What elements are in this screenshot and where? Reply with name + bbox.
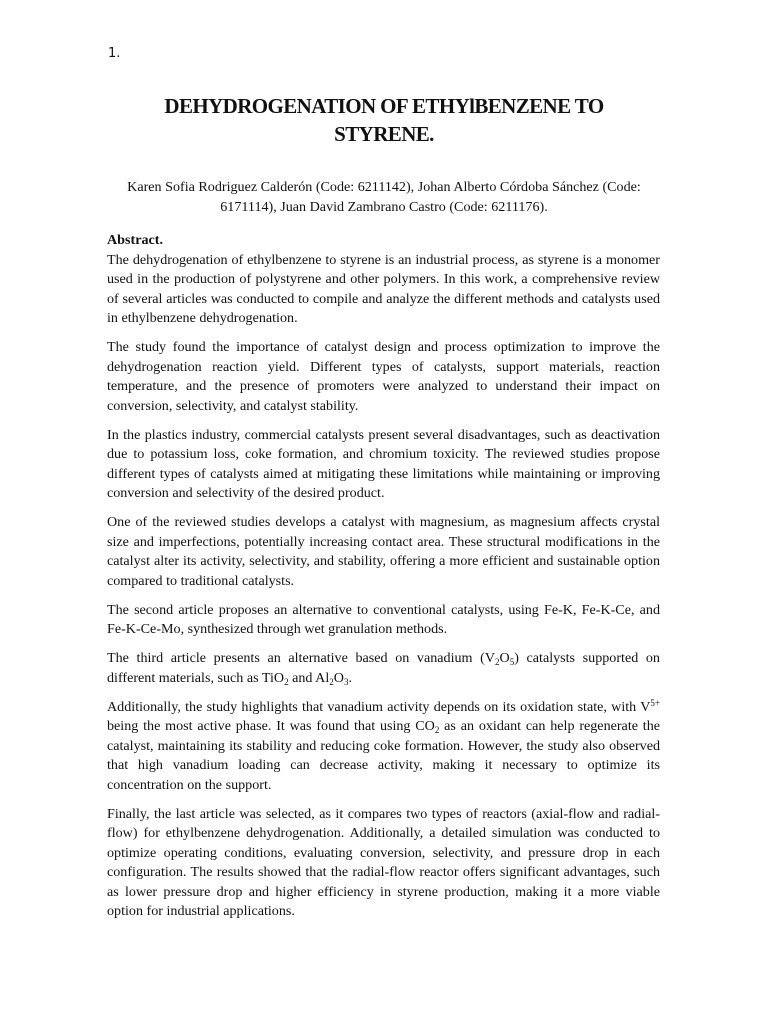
p6-sub-3: 2 — [284, 676, 289, 687]
p6-text-5: O — [333, 669, 344, 686]
abstract-paragraph-3: In the plastics industry, commercial catalysts present several disadvantages, such as deactivation due to potassium loss, coke formation, and chromium toxicity. The reviewed studies propose different types of catalysts aimed at mitigating these limitations while maintaining or improving conversion and selectivity of the desired product. — [107, 426, 660, 501]
abstract-paragraph-2: The study found the importance of catalyst design and process optimization to improve the dehydrogenation reaction yield. Different types of catalysts, support materials, reaction temperature, and the presence of promoters were analyzed to understand their impact on conversion, selectivity, and catalyst stability. — [107, 339, 660, 414]
abstract-paragraph-1: The dehydrogenation of ethylbenzene to styrene is an industrial process, as styrene is a monomer used in the production of polystyrene and other polymers. In this work, a comprehensive review of several articles was conducted to compile and analyze the different methods and catalysts used in ethylbenzene dehydrogenation. — [107, 251, 660, 326]
p7-text-2: being the most active phase. It was found that using CO — [107, 718, 435, 734]
p6-text-4: and Al — [288, 669, 330, 686]
abstract-paragraph-8: Finally, the last article was selected, as it compares two types of reactors (axial-flow and radial-flow) for ethylbenzene dehydrogenation. Additionally, a detailed simulation was conducted to optimize operating conditions, evaluating conversion, selectivity, and pressure drop in each configuration. The results showed that the radial-flow reactor offers significant advantages, such as lower pressure drop and higher efficiency in styrene production, making it a more viable option for industrial applications. — [107, 805, 660, 919]
p7-text-3: as an oxidant can help regenerate the catalyst, maintaining its stability and reducing coke formation. However, the study also observed that high vanadium loading can decrease activity, making it necessary to optimize its concentration on the support. — [107, 718, 661, 793]
p7-text-1: Additionally, the study highlights that vanadium activity depends on its oxidation state, with V — [107, 698, 651, 715]
p6-sub-1: 2 — [495, 657, 500, 667]
p6-text-2: O — [499, 650, 510, 666]
title-line-2: STYRENE. — [334, 122, 434, 146]
p6-text-6: . — [348, 669, 352, 686]
authors: Karen Sofia Rodriguez Calderón (Code: 6211142), Johan Alberto Córdoba Sánchez (Code: 6171114), Juan David Zambrano Castro (Code: 6211176). — [127, 179, 641, 215]
title-line-1: DEHYDROGENATION OF ETHYlBENZENE TO — [164, 94, 604, 118]
document-body — [107, 231, 660, 931]
abstract-paragraph-7 — [107, 698, 660, 796]
abstract-paragraph-4: One of the reviewed studies develops a catalyst with magnesium, as magnesium affects crystal size and imperfections, potentially increasing contact area. These structural modifications in the catalyst alter its activity, selectivity, and stability, offering a more efficient and sustainable option compared to traditional catalysts. — [107, 514, 660, 589]
p7-sup-1: 5+ — [650, 697, 660, 708]
p6-sub-4: 2 — [329, 676, 334, 687]
p6-sub-5: 3 — [343, 676, 349, 687]
page-number: 1. — [108, 46, 121, 61]
abstract-heading: Abstract. — [107, 232, 163, 248]
document-title — [100, 92, 668, 148]
p6-text-3: ) catalysts supported on different materials, such as TiO — [107, 650, 660, 686]
abstract-paragraph-6 — [107, 649, 660, 688]
p6-text-1: The third article presents an alternative based on vanadium (V — [107, 650, 495, 666]
abstract-paragraph-5: The second article proposes an alternative to conventional catalysts, using Fe-K, Fe-K-Ce, and Fe-K-Ce-Mo, synthesized through wet granulation methods. — [107, 601, 660, 637]
p6-sub-2: 5 — [509, 657, 515, 667]
p7-sub-1: 2 — [434, 725, 440, 735]
